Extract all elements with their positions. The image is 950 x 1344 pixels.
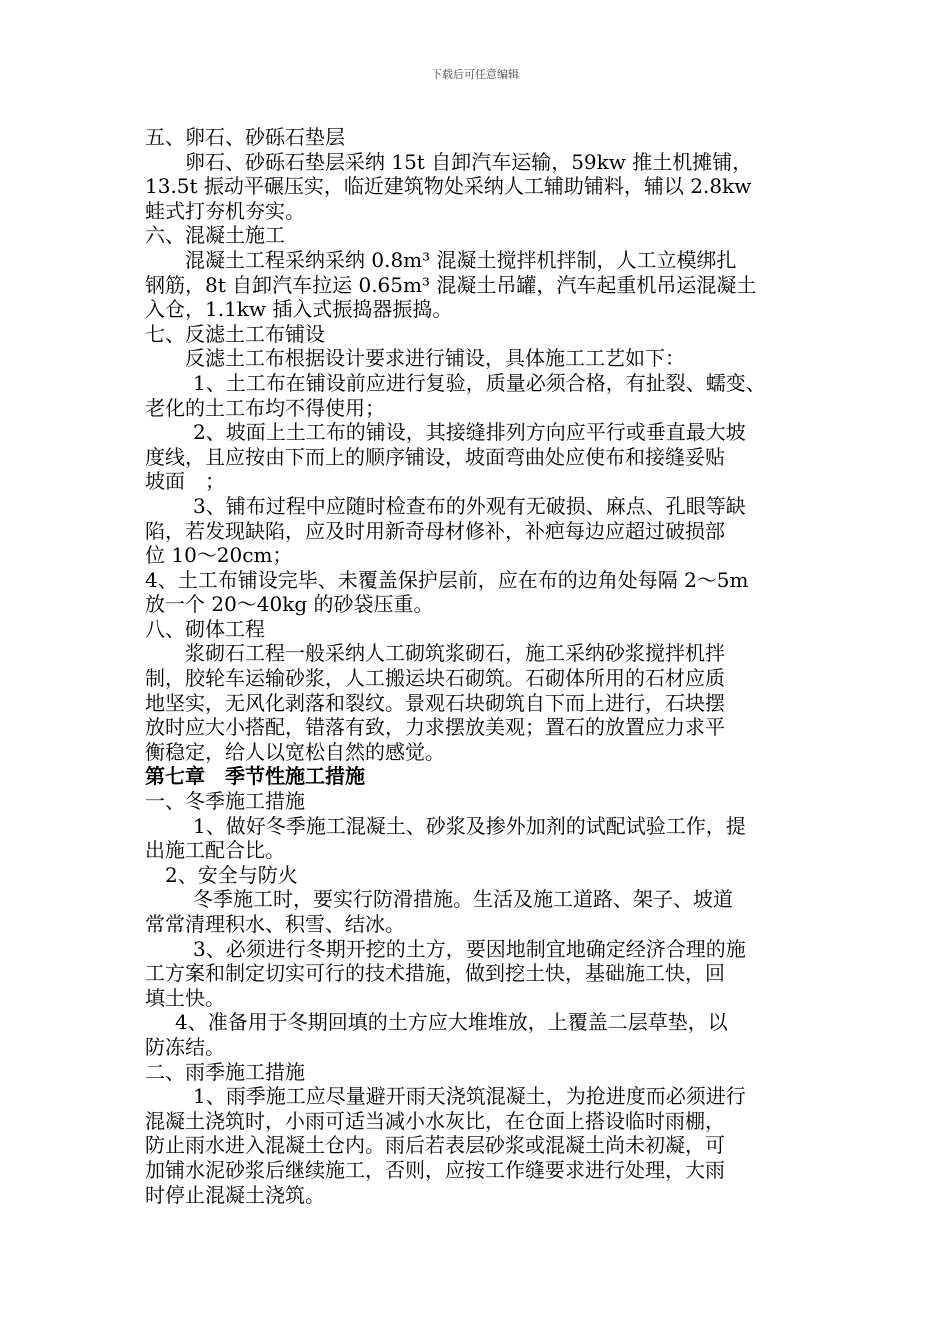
text-line: 混凝土浇筑时，小雨可适当减小水灰比，在仓面上搭设临时雨棚， bbox=[145, 1108, 725, 1133]
text-line: 工方案和制定切实可行的技术措施，做到挖土快，基础施工快，回 bbox=[145, 961, 725, 986]
text-line: 位 10～20cm； bbox=[145, 543, 293, 568]
text-line: 钢筋，8t 自卸汽车拉运 0.65m³ 混凝土吊罐，汽车起重机吊运混凝土 bbox=[145, 272, 757, 297]
text-line: 陷，若发现缺陷，应及时用新奇母材修补，补疤每边应超过破损部 bbox=[145, 518, 725, 543]
text-line: 衡稳定，给人以宽松自然的感觉。 bbox=[145, 739, 445, 764]
document-body bbox=[145, 125, 845, 1207]
text-line: 五、卵石、砂砾石垫层 bbox=[145, 125, 345, 149]
page-header: 下载后可任意编辑 bbox=[431, 68, 519, 81]
text-line: 蛙式打夯机夯实。 bbox=[145, 198, 305, 223]
text-line: 出施工配合比。 bbox=[145, 838, 285, 863]
text-line: 2、坡面上土工布的铺设，其接缝排列方向应平行或垂直最大坡 bbox=[193, 420, 746, 445]
text-line: 3、铺布过程中应随时检查布的外观有无破损、麻点、孔眼等缺 bbox=[193, 493, 746, 518]
text-line: 度线，且应按由下而上的顺序铺设，坡面弯曲处应使布和接缝妥贴 bbox=[145, 444, 725, 469]
text-line: 防冻结。 bbox=[145, 1034, 225, 1059]
text-line: 坡面 ； bbox=[145, 469, 225, 494]
text-line: 13.5t 振动平碾压实，临近建筑物处采纳人工辅助铺料，辅以 2.8kw bbox=[145, 174, 752, 199]
text-line: 八、砌体工程 bbox=[145, 616, 265, 641]
chapter-heading: 第七章 季节性施工措施 bbox=[145, 764, 365, 789]
text-line: 1、做好冬季施工混凝土、砂浆及掺外加剂的试配试验工作，提 bbox=[193, 813, 746, 838]
text-line: 二、雨季施工措施 bbox=[145, 1059, 305, 1084]
text-line: 地坚实，无风化剥落和裂纹。景观石块砌筑自下而上进行，石块摆 bbox=[145, 690, 725, 715]
text-line: 浆砌石工程一般采纳人工砌筑浆砌石，施工采纳砂浆搅拌机拌 bbox=[185, 641, 725, 666]
text-line: 制，胶轮车运输砂浆，人工搬运块石砌筑。石砌体所用的石材应质 bbox=[145, 666, 725, 691]
text-line: 3、必须进行冬期开挖的土方，要因地制宜地确定经济合理的施 bbox=[193, 936, 746, 961]
text-line: 六、混凝土施工 bbox=[145, 223, 285, 248]
text-line: 常常清理积水、积雪、结冰。 bbox=[145, 912, 405, 936]
text-line: 老化的土工布均不得使用； bbox=[145, 395, 385, 420]
text-line: 七、反滤土工布铺设 bbox=[145, 321, 325, 346]
text-line: 一、冬季施工措施 bbox=[145, 789, 305, 814]
text-line: 加铺水泥砂浆后继续施工，否则，应按工作缝要求进行处理，大雨 bbox=[145, 1157, 725, 1182]
text-line: 冬季施工时，要实行防滑措施。生活及施工道路、架子、坡道 bbox=[193, 887, 733, 912]
text-line: 1、土工布在铺设前应进行复验，质量必须合格，有扯裂、蠕变、 bbox=[193, 370, 766, 395]
text-line: 入仓，1.1kw 插入式振捣器振捣。 bbox=[145, 297, 453, 322]
text-line: 放一个 20～40kg 的砂袋压重。 bbox=[145, 592, 434, 617]
text-line: 防止雨水进入混凝土仓内。雨后若表层砂浆或混凝土尚未初凝，可 bbox=[145, 1133, 725, 1158]
text-line: 4、准备用于冬期回填的土方应大堆堆放，上覆盖二层草垫，以 bbox=[175, 1010, 728, 1035]
text-line: 填土快。 bbox=[145, 985, 225, 1010]
text-line: 时停止混凝土浇筑。 bbox=[145, 1182, 325, 1207]
text-line: 2、安全与防火 bbox=[165, 862, 298, 887]
text-line: 混凝土工程采纳采纳 0.8m³ 混凝土搅拌机拌制，人工立模绑扎 bbox=[185, 247, 737, 272]
text-line: 反滤土工布根据设计要求进行铺设，具体施工工艺如下： bbox=[185, 346, 685, 371]
text-line: 1、雨季施工应尽量避开雨天浇筑混凝土，为抢进度而必须进行 bbox=[193, 1084, 746, 1109]
text-line: 放时应大小搭配，错落有致，力求摆放美观；置石的放置应力求平 bbox=[145, 715, 725, 740]
text-line: 4、土工布铺设完毕、未覆盖保护层前，应在布的边角处每隔 2～5m bbox=[145, 567, 749, 592]
text-line: 卵石、砂砾石垫层采纳 15t 自卸汽车运输，59kw 推土机摊铺， bbox=[185, 149, 753, 174]
